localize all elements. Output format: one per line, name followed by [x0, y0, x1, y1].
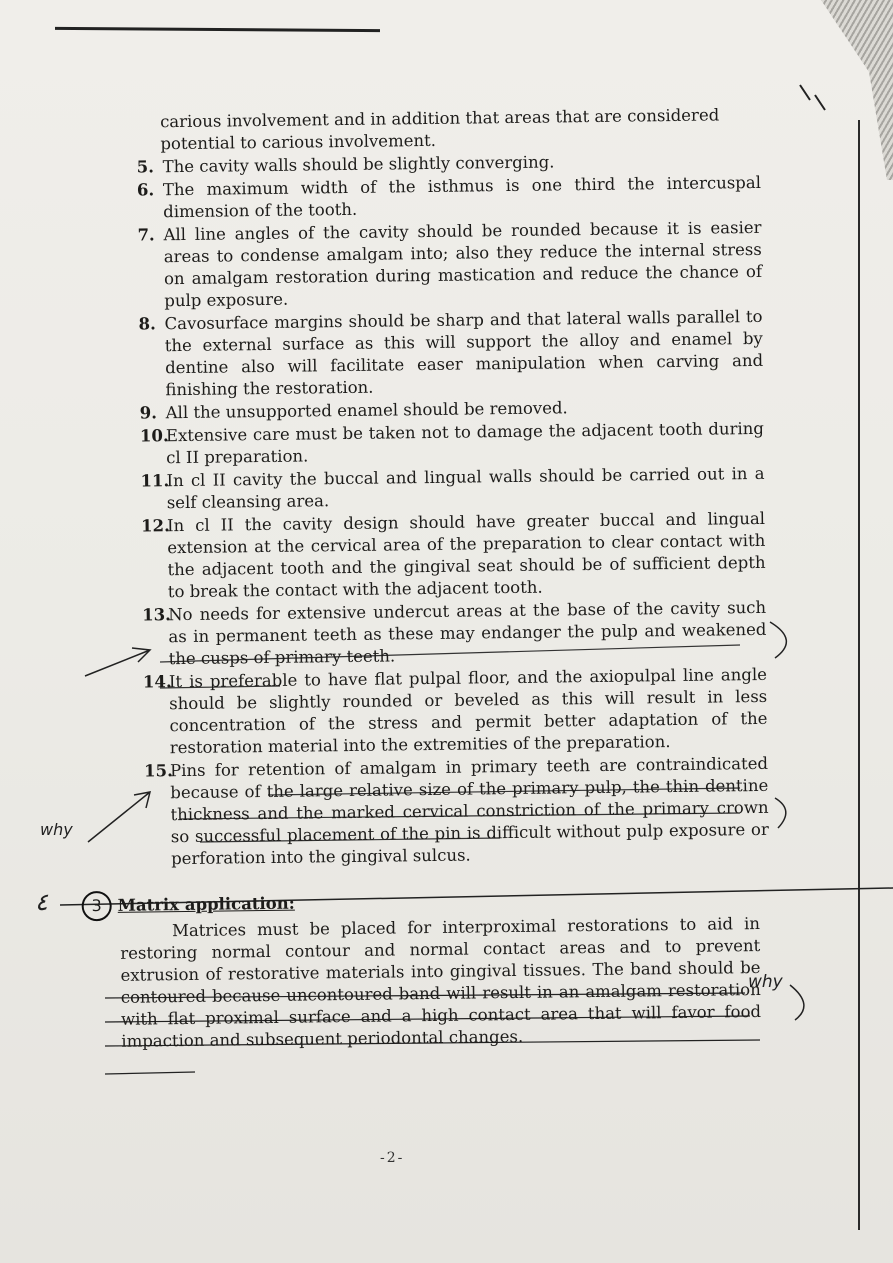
item-number: 14.	[142, 672, 172, 692]
list-item-15	[108, 753, 769, 871]
intro-paragraph: carious involvement and in addition that areas that are considered potential to carious involvement.	[160, 105, 720, 154]
list-item-6	[101, 172, 761, 224]
why-right-annotation: why	[748, 972, 783, 992]
section-number-circle: 3	[82, 891, 112, 921]
document-body	[91, 104, 771, 1053]
page-number: -2-	[380, 1150, 405, 1166]
list-item-7	[101, 217, 762, 313]
item-text: It is preferable to have flat pulpal floor, and the axiopulpal line angle should be slightly rounded or beveled as this will result in less concentration of the stress and permit better adaptation of the restoration material into the extremities of the preparation.	[168, 664, 768, 758]
item-number: 7.	[137, 225, 155, 245]
item-number: 12.	[140, 516, 170, 536]
item-number: 9.	[139, 403, 158, 423]
list-item-10	[104, 418, 764, 470]
item-text: Pins for retention of amalgam in primary teeth are contraindicated because of the large relative size of the primary pulp, the thin dentine thickness and the marked cervical constriction of the primary crown so successful placement of the pin is difficult without pulp exposure or perforation into the gingival sulcus.	[169, 753, 769, 869]
item-number: 13.	[142, 605, 171, 625]
paren-15	[775, 798, 786, 828]
list-item-13	[106, 597, 767, 671]
list-item-8	[102, 306, 763, 402]
item-text: In cl II the cavity design should have greater buccal and lingual extension at the cervical area of the preparation to clear contact with the adjacent tooth and the gingival seat should be of sufficient depth to break the contact with the adjacent tooth.	[166, 508, 766, 602]
why-left-annotation: why	[40, 820, 73, 839]
item-text: Extensive care must be taken not to damage the adjacent tooth during cl II preparation.	[165, 418, 765, 468]
list-item-12	[105, 508, 766, 604]
matrix-application-section	[91, 883, 762, 1053]
item-text: All line angles of the cavity should be rounded because it is easier areas to condense amalgam into; also they reduce the internal stress on amalgam restoration during mastication and reduce the chance of pulp exposure.	[163, 217, 763, 311]
item-number: 10.	[139, 426, 169, 446]
section-paragraph: Matrices must be placed for interproximal restorations to aid in restoring normal contour and normal contact areas and to prevent extrusion of restorative materials into gingival tissues. The band should be contoured because uncontoured band will result in an amalgam restoration with flat proximal surface and a high contact area that will favor food impaction and subsequent periodontal changes.	[120, 913, 762, 1051]
list-item-11	[104, 463, 764, 515]
item-text: The maximum width of the isthmus is one third the intercuspal dimension of the tooth.	[162, 172, 762, 222]
item-text: The cavity walls should be slightly converging.	[162, 152, 555, 177]
item-number: 8.	[138, 314, 156, 334]
list-item-14	[107, 664, 768, 760]
item-text: All the unsupported enamel should be removed.	[165, 398, 568, 423]
item-number: 11.	[140, 471, 170, 491]
margin-mark: ٤	[35, 888, 48, 916]
item-text: No needs for extensive undercut areas at the base of the cavity such as in permanent teeth as these may endanger the pulp and weakened the cusps of primary teeth.	[168, 597, 767, 669]
item-text: In cl II cavity the buccal and lingual walls should be carried out in a self cleansing area.	[166, 463, 765, 513]
section-title: Matrix application:	[117, 893, 295, 915]
item-number: 6.	[136, 180, 155, 200]
paren-13	[770, 622, 786, 658]
item-number: 5.	[136, 157, 155, 177]
item-number: 15.	[143, 761, 173, 781]
item-text: Cavosurface margins should be sharp and that lateral walls parallel to the external surface as this will support the alloy and enamel by dentine also will facilitate easer manipulation when carving and finishing the restoration.	[164, 306, 764, 400]
